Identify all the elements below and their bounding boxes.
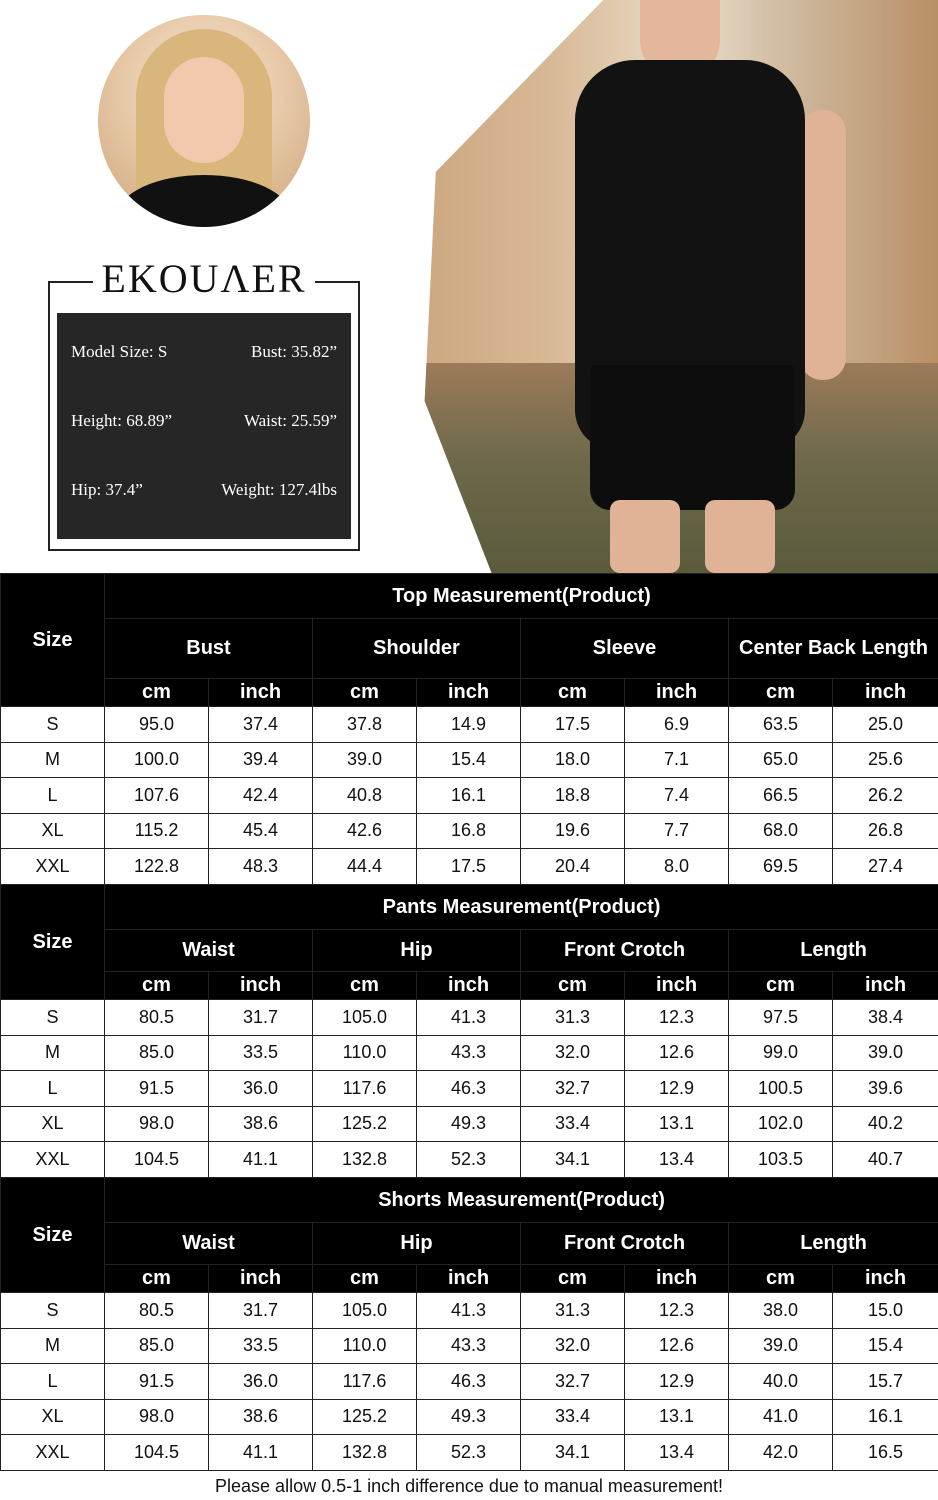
measurement-cell: 13.4 <box>625 1142 729 1178</box>
measurement-cell: 6.9 <box>625 707 729 743</box>
measurement-cell: 39.0 <box>729 1328 833 1364</box>
measurement-cell: 41.0 <box>729 1399 833 1435</box>
measurement-cell: 14.9 <box>417 707 521 743</box>
measurement-cell: 80.5 <box>105 1000 209 1036</box>
unit-header: inch <box>417 1265 521 1293</box>
measurement-cell: 105.0 <box>313 1293 417 1329</box>
model-info-card <box>57 313 351 539</box>
measurement-cell: 39.0 <box>833 1035 938 1071</box>
measurement-cell: 49.3 <box>417 1399 521 1435</box>
measurement-cell: 34.1 <box>521 1435 625 1471</box>
measurement-cell: 26.2 <box>833 778 938 814</box>
measurement-cell: 13.1 <box>625 1399 729 1435</box>
measurement-cell: 41.1 <box>209 1142 313 1178</box>
model-height: Height: 68.89” <box>71 411 173 430</box>
size-cell: XXL <box>1 1435 105 1471</box>
measurement-cell: 32.0 <box>521 1035 625 1071</box>
measurement-cell: 115.2 <box>105 813 209 849</box>
measurement-cell: 117.6 <box>313 1364 417 1400</box>
unit-header: cm <box>313 679 417 707</box>
measurement-cell: 26.8 <box>833 813 938 849</box>
measurement-cell: 12.3 <box>625 1000 729 1036</box>
measurement-cell: 19.6 <box>521 813 625 849</box>
column-group-header: Length <box>729 930 938 972</box>
measurement-cell: 13.4 <box>625 1435 729 1471</box>
measurement-cell: 110.0 <box>313 1328 417 1364</box>
table-title: Shorts Measurement(Product) <box>105 1178 938 1223</box>
measurement-cell: 12.6 <box>625 1035 729 1071</box>
table-row <box>1 1071 938 1107</box>
size-table <box>0 884 938 1178</box>
size-cell: M <box>1 742 105 778</box>
table-row <box>1 1399 938 1435</box>
measurement-cell: 33.4 <box>521 1106 625 1142</box>
model-arm <box>800 110 846 380</box>
size-header: Size <box>1 574 105 707</box>
unit-header: inch <box>833 679 938 707</box>
column-group-header: Shoulder <box>313 619 521 679</box>
measurement-cell: 66.5 <box>729 778 833 814</box>
measurement-cell: 18.8 <box>521 778 625 814</box>
table-row <box>1 813 938 849</box>
unit-header: inch <box>625 972 729 1000</box>
size-cell: S <box>1 707 105 743</box>
model-hip: Hip: 37.4” <box>71 480 143 499</box>
unit-header: cm <box>729 1265 833 1293</box>
measurement-cell: 40.0 <box>729 1364 833 1400</box>
model-shorts <box>590 365 795 510</box>
size-header: Size <box>1 885 105 1000</box>
measurement-cell: 7.1 <box>625 742 729 778</box>
portrait-face <box>164 57 244 163</box>
table-row <box>1 1000 938 1036</box>
column-group-header: Bust <box>105 619 313 679</box>
measurement-cell: 80.5 <box>105 1293 209 1329</box>
measurement-cell: 37.4 <box>209 707 313 743</box>
measurement-cell: 17.5 <box>417 849 521 885</box>
measurement-cell: 42.4 <box>209 778 313 814</box>
measurement-cell: 65.0 <box>729 742 833 778</box>
size-cell: S <box>1 1000 105 1036</box>
measurement-cell: 132.8 <box>313 1435 417 1471</box>
measurement-cell: 32.0 <box>521 1328 625 1364</box>
model-weight: Weight: 127.4lbs <box>221 480 337 499</box>
unit-header: inch <box>833 1265 938 1293</box>
measurement-cell: 91.5 <box>105 1364 209 1400</box>
table-title: Top Measurement(Product) <box>105 574 938 619</box>
table-row <box>1 1293 938 1329</box>
measurement-cell: 107.6 <box>105 778 209 814</box>
unit-header: cm <box>313 972 417 1000</box>
measurement-cell: 46.3 <box>417 1071 521 1107</box>
measurement-cell: 12.6 <box>625 1328 729 1364</box>
hero-section <box>0 0 938 573</box>
measurement-cell: 38.4 <box>833 1000 938 1036</box>
measurement-cell: 63.5 <box>729 707 833 743</box>
measurement-cell: 25.6 <box>833 742 938 778</box>
measurement-cell: 43.3 <box>417 1035 521 1071</box>
measurement-note: Please allow 0.5-1 inch difference due to manual measurement! <box>215 1476 723 1496</box>
measurement-cell: 52.3 <box>417 1142 521 1178</box>
measurement-cell: 42.0 <box>729 1435 833 1471</box>
measurement-cell: 100.0 <box>105 742 209 778</box>
measurement-cell: 33.4 <box>521 1399 625 1435</box>
unit-header: inch <box>209 1265 313 1293</box>
unit-header: inch <box>833 972 938 1000</box>
measurement-cell: 85.0 <box>105 1328 209 1364</box>
measurement-cell: 15.0 <box>833 1293 938 1329</box>
measurement-cell: 31.3 <box>521 1000 625 1036</box>
measurement-cell: 41.1 <box>209 1435 313 1471</box>
measurement-cell: 36.0 <box>209 1071 313 1107</box>
measurement-cell: 104.5 <box>105 1435 209 1471</box>
column-group-header: Hip <box>313 930 521 972</box>
measurement-cell: 16.1 <box>417 778 521 814</box>
measurement-cell: 31.7 <box>209 1000 313 1036</box>
measurement-cell: 33.5 <box>209 1035 313 1071</box>
measurement-cell: 103.5 <box>729 1142 833 1178</box>
measurement-cell: 48.3 <box>209 849 313 885</box>
measurement-cell: 38.0 <box>729 1293 833 1329</box>
unit-header: cm <box>105 679 209 707</box>
size-table <box>0 1177 938 1471</box>
size-cell: L <box>1 778 105 814</box>
measurement-cell: 25.0 <box>833 707 938 743</box>
measurement-cell: 44.4 <box>313 849 417 885</box>
table-row <box>1 1106 938 1142</box>
column-group-header: Sleeve <box>521 619 729 679</box>
model-bust: Bust: 35.82” <box>251 342 337 361</box>
unit-header: cm <box>521 679 625 707</box>
measurement-cell: 32.7 <box>521 1071 625 1107</box>
measurement-cell: 15.7 <box>833 1364 938 1400</box>
measurement-cell: 125.2 <box>313 1106 417 1142</box>
unit-header: inch <box>209 972 313 1000</box>
measurement-cell: 100.5 <box>729 1071 833 1107</box>
measurement-cell: 16.8 <box>417 813 521 849</box>
table-row <box>1 1142 938 1178</box>
unit-header: cm <box>313 1265 417 1293</box>
measurement-cell: 40.7 <box>833 1142 938 1178</box>
unit-header: inch <box>209 679 313 707</box>
measurement-cell: 27.4 <box>833 849 938 885</box>
table-row <box>1 1035 938 1071</box>
size-cell: M <box>1 1328 105 1364</box>
measurement-cell: 7.7 <box>625 813 729 849</box>
measurement-cell: 12.9 <box>625 1071 729 1107</box>
column-group-header: Waist <box>105 930 313 972</box>
measurement-cell: 31.3 <box>521 1293 625 1329</box>
measurement-cell: 13.1 <box>625 1106 729 1142</box>
column-group-header: Hip <box>313 1223 521 1265</box>
table-row <box>1 707 938 743</box>
measurement-cell: 15.4 <box>417 742 521 778</box>
measurement-cell: 69.5 <box>729 849 833 885</box>
column-group-header: Length <box>729 1223 938 1265</box>
unit-header: cm <box>521 972 625 1000</box>
size-cell: XXL <box>1 1142 105 1178</box>
measurement-cell: 36.0 <box>209 1364 313 1400</box>
measurement-cell: 37.8 <box>313 707 417 743</box>
measurement-cell: 38.6 <box>209 1106 313 1142</box>
measurement-cell: 16.5 <box>833 1435 938 1471</box>
measurement-cell: 49.3 <box>417 1106 521 1142</box>
measurement-cell: 122.8 <box>105 849 209 885</box>
measurement-cell: 45.4 <box>209 813 313 849</box>
size-cell: XL <box>1 1106 105 1142</box>
measurement-cell: 7.4 <box>625 778 729 814</box>
measurement-cell: 85.0 <box>105 1035 209 1071</box>
unit-header: cm <box>729 972 833 1000</box>
column-group-header: Center Back Length <box>729 619 938 679</box>
column-group-header: Front Crotch <box>521 1223 729 1265</box>
model-leg <box>705 500 775 573</box>
measurement-cell: 12.9 <box>625 1364 729 1400</box>
size-cell: L <box>1 1071 105 1107</box>
measurement-cell: 16.1 <box>833 1399 938 1435</box>
table-row <box>1 742 938 778</box>
model-size: Model Size: S <box>71 342 168 361</box>
measurement-cell: 33.5 <box>209 1328 313 1364</box>
measurement-cell: 95.0 <box>105 707 209 743</box>
measurement-cell: 99.0 <box>729 1035 833 1071</box>
table-row <box>1 849 938 885</box>
size-cell: XXL <box>1 849 105 885</box>
unit-header: cm <box>729 679 833 707</box>
measurement-cell: 39.6 <box>833 1071 938 1107</box>
size-cell: L <box>1 1364 105 1400</box>
column-group-header: Front Crotch <box>521 930 729 972</box>
unit-header: inch <box>417 972 521 1000</box>
unit-header: cm <box>105 972 209 1000</box>
measurement-cell: 8.0 <box>625 849 729 885</box>
measurement-cell: 91.5 <box>105 1071 209 1107</box>
size-cell: M <box>1 1035 105 1071</box>
measurement-cell: 40.2 <box>833 1106 938 1142</box>
measurement-cell: 132.8 <box>313 1142 417 1178</box>
table-row <box>1 1435 938 1471</box>
measurement-cell: 43.3 <box>417 1328 521 1364</box>
measurement-cell: 39.0 <box>313 742 417 778</box>
measurement-cell: 117.6 <box>313 1071 417 1107</box>
measurement-cell: 105.0 <box>313 1000 417 1036</box>
measurement-cell: 41.3 <box>417 1293 521 1329</box>
measurement-cell: 102.0 <box>729 1106 833 1142</box>
measurement-cell: 52.3 <box>417 1435 521 1471</box>
measurement-cell: 41.3 <box>417 1000 521 1036</box>
measurement-cell: 98.0 <box>105 1399 209 1435</box>
size-cell: XL <box>1 813 105 849</box>
measurement-cell: 17.5 <box>521 707 625 743</box>
size-cell: S <box>1 1293 105 1329</box>
measurement-cell: 46.3 <box>417 1364 521 1400</box>
measurement-cell: 18.0 <box>521 742 625 778</box>
unit-header: cm <box>521 1265 625 1293</box>
measurement-cell: 68.0 <box>729 813 833 849</box>
column-group-header: Waist <box>105 1223 313 1265</box>
table-row <box>1 1364 938 1400</box>
measurement-cell: 98.0 <box>105 1106 209 1142</box>
measurement-cell: 110.0 <box>313 1035 417 1071</box>
model-waist: Waist: 25.59” <box>243 411 337 430</box>
measurement-cell: 125.2 <box>313 1399 417 1435</box>
measurement-cell: 12.3 <box>625 1293 729 1329</box>
unit-header: cm <box>105 1265 209 1293</box>
measurement-cell: 42.6 <box>313 813 417 849</box>
measurement-cell: 97.5 <box>729 1000 833 1036</box>
measurement-cell: 34.1 <box>521 1142 625 1178</box>
measurement-cell: 38.6 <box>209 1399 313 1435</box>
unit-header: inch <box>625 679 729 707</box>
model-leg <box>610 500 680 573</box>
table-title: Pants Measurement(Product) <box>105 885 938 930</box>
table-row <box>1 1328 938 1364</box>
unit-header: inch <box>625 1265 729 1293</box>
model-portrait <box>98 15 310 227</box>
measurement-cell: 15.4 <box>833 1328 938 1364</box>
brand-logo <box>93 255 315 301</box>
size-table <box>0 573 938 885</box>
measurement-cell: 32.7 <box>521 1364 625 1400</box>
size-cell: XL <box>1 1399 105 1435</box>
measurement-cell: 40.8 <box>313 778 417 814</box>
measurement-cell: 31.7 <box>209 1293 313 1329</box>
measurement-cell: 20.4 <box>521 849 625 885</box>
table-row <box>1 778 938 814</box>
measurement-cell: 39.4 <box>209 742 313 778</box>
unit-header: inch <box>417 679 521 707</box>
size-header: Size <box>1 1178 105 1293</box>
measurement-cell: 104.5 <box>105 1142 209 1178</box>
brand-name: EKOUΛER <box>101 255 307 301</box>
